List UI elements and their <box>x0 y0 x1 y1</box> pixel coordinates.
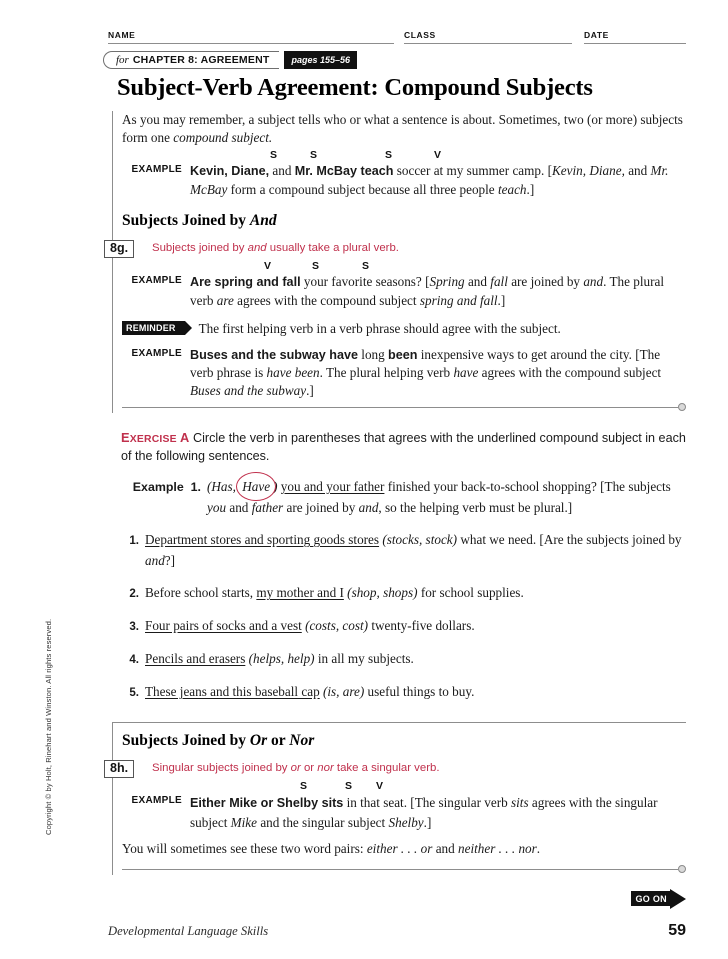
item-rest: twenty-five dollars. <box>368 618 475 633</box>
rule-8h-example-row <box>122 793 686 832</box>
exercise-a-directions <box>121 429 686 465</box>
marker-s-3: S <box>385 149 393 161</box>
rule-8h-markers <box>122 780 686 793</box>
rule-8h-it-shelby: Shelby <box>388 815 424 830</box>
block-end-rule-or <box>122 865 686 875</box>
intro-markers <box>122 149 686 162</box>
exercise-tag-letter: A <box>176 430 190 445</box>
item-number: 5. <box>129 686 139 699</box>
intro-example <box>122 149 686 198</box>
rule-8h-example-text <box>190 793 686 832</box>
item-underlined-subject: Four pairs of socks and a vest <box>145 618 302 633</box>
section-or-italic-2: Nor <box>289 732 315 749</box>
reminder-m2: inexpensive ways to get around the city. [The verb phrase is <box>190 346 661 380</box>
class-write-line[interactable] <box>404 43 572 44</box>
example-label-8h: EXAMPLE <box>131 795 182 806</box>
intro-subject-verb: Mr. McBay teach <box>294 164 394 178</box>
rule-8g-part2: usually take a plural verb. <box>266 242 399 254</box>
example-it1: you <box>207 500 227 515</box>
date-write-line[interactable] <box>584 43 686 44</box>
exercise-a-tag <box>121 430 190 445</box>
rule-8g-end: .] <box>497 292 506 308</box>
rule-8g-bold: Are spring and fall <box>190 275 301 289</box>
intro-example-rest: soccer at my summer camp. [ <box>393 163 552 178</box>
intro-paragraph <box>122 111 686 146</box>
reminder-tag: REMINDER <box>122 321 185 335</box>
reminder-example-row <box>122 346 686 400</box>
item-text <box>145 615 686 636</box>
intro-bracket-end: .] <box>526 181 535 197</box>
end-line <box>122 407 678 408</box>
end-dot-icon <box>678 865 686 873</box>
item-tail-italic: and <box>145 553 165 568</box>
closing-p2: and <box>432 841 459 856</box>
example-m2: are joined by <box>283 500 359 515</box>
section-and-heading-plain: Subjects Joined by <box>122 212 250 229</box>
chapter-tab <box>103 51 357 69</box>
example-paren-open: ( <box>207 479 212 494</box>
go-on-badge <box>631 889 686 908</box>
date-label: DATE <box>584 30 609 40</box>
class-label: CLASS <box>404 30 436 40</box>
intro-bracket-it-1: Kevin, Diane, <box>552 163 625 178</box>
rule-8g-example-row <box>122 273 686 309</box>
chapter-title: CHAPTER 8: AGREEMENT <box>132 54 270 66</box>
rule-8h-it1: or <box>290 762 301 774</box>
reminder-m1: long <box>357 346 389 362</box>
marker-v-2: V <box>264 260 272 272</box>
footer-book-title: Developmental Language Skills <box>108 924 269 938</box>
section-or-plain-1: Subjects Joined by <box>122 732 250 749</box>
intro-subject-1: Kevin, Diane, <box>190 164 270 178</box>
list-item <box>121 648 686 670</box>
intro-bracket-mid-1: and <box>624 163 651 178</box>
example-rest: finished your back-to-school shopping? [The subjects <box>384 479 671 494</box>
rule-8g-example-text <box>190 273 686 309</box>
rule-8h-m2: and the singular subject <box>257 815 389 830</box>
rule-8g-italic: and <box>247 242 267 254</box>
item-rest: in all my subjects. <box>314 651 414 666</box>
marker-s-4: S <box>312 260 320 272</box>
item-rest: what we need. [Are the subjects joined by <box>457 532 682 547</box>
section-and-heading-italic: And <box>249 212 277 229</box>
marker-v-1: V <box>434 149 442 161</box>
marker-s-2: S <box>310 149 318 161</box>
rule-8g-m2: are joined by <box>507 274 584 289</box>
reminder-it1: have been <box>266 365 320 380</box>
section-heading-and <box>122 212 686 230</box>
reminder-callout <box>122 320 686 338</box>
item-choices[interactable]: (costs, cost) <box>301 618 369 633</box>
exercise-tag-small: XERCISE <box>129 434 177 445</box>
item-text <box>145 648 686 669</box>
item-lead: Before school starts, <box>145 585 257 600</box>
intro-bracket-it-2: Mr. McBay <box>190 163 669 197</box>
closing-end: . <box>536 841 541 856</box>
rule-8h-it-sits: sits <box>511 795 529 810</box>
item-choices[interactable]: (is, are) <box>319 684 365 699</box>
copyright-notice: Copyright © by Holt, Rinehart and Winston. All rights reserved. <box>44 618 53 835</box>
rule-8g-m3: . The plural verb <box>190 274 665 308</box>
intro-text: As you may remember, a subject tells who or what a sentence is about. Sometimes, two (or more) subjects form one <box>122 112 683 145</box>
example-underlined-subject: you and your father <box>280 479 385 494</box>
example-item-text <box>207 476 686 518</box>
rule-8g-it4: are <box>216 292 234 308</box>
rule-8g-example <box>122 260 686 309</box>
list-item <box>121 529 686 571</box>
item-choices[interactable]: (stocks, stock) <box>379 532 458 547</box>
example-label-8g: EXAMPLE <box>131 275 182 286</box>
rule-8g-rest: your favorite seasons? [ <box>300 274 430 289</box>
example-item-number: 1. <box>190 480 201 494</box>
block-end-rule-and <box>122 403 686 413</box>
intro-conj: and <box>269 163 295 178</box>
name-field[interactable] <box>108 30 394 50</box>
rule-8h-p3: take a singular verb. <box>333 762 440 774</box>
exercise-a <box>112 429 686 703</box>
item-number: 3. <box>129 620 139 633</box>
rule-8h-p2: or <box>300 762 318 774</box>
closing-it1: either . . . or <box>366 841 433 856</box>
rule-8h-bold: Either Mike or Shelby sits <box>190 796 344 810</box>
page-title: Subject-Verb Agreement: Compound Subjects <box>117 74 593 101</box>
reminder-it3: Buses and the subway <box>190 382 307 398</box>
reminder-m4: agrees with the compound subject <box>478 365 662 380</box>
rule-8h-example <box>122 780 686 832</box>
example-end: , so the helping verb must be plural.] <box>378 500 573 515</box>
page-number: 59 <box>668 922 686 939</box>
rule-8g-part1: Subjects joined by <box>152 242 248 254</box>
section-or-plain-2: or <box>267 732 290 749</box>
exercise-tag-big: E <box>121 430 130 445</box>
intro-bracket-it-3: teach <box>497 181 527 197</box>
exercise-a-items <box>121 476 686 703</box>
rule-8h-text <box>152 761 440 776</box>
rule-8h-it-mike: Mike <box>230 815 258 830</box>
marker-s-7: S <box>345 780 353 792</box>
list-item <box>121 582 686 604</box>
item-text <box>145 681 686 702</box>
example-paren-close: ) <box>273 479 278 494</box>
rule-8h-p1: Singular subjects joined by <box>152 762 291 774</box>
example-label: EXAMPLE <box>131 164 182 175</box>
rule-8g-m1: and <box>464 274 491 289</box>
closing-it2: neither . . . nor <box>458 841 537 856</box>
item-tail-end: ?] <box>164 553 176 568</box>
chapter-pages-badge: pages 155–56 <box>284 51 357 69</box>
rule-8g-it2: fall <box>490 274 508 289</box>
item-choices[interactable]: (helps, help) <box>245 651 315 666</box>
lesson-block-or <box>112 722 686 875</box>
example-label-reminder: EXAMPLE <box>131 347 182 359</box>
example-it3: and <box>358 500 379 515</box>
reminder-text: The first helping verb in a verb phrase should agree with the subject. <box>198 321 561 336</box>
rule-8g <box>110 241 686 256</box>
marker-v-3: V <box>376 780 384 792</box>
name-write-line[interactable] <box>108 43 394 44</box>
reminder-it2: have <box>453 365 479 380</box>
reminder-m3: . The plural helping verb <box>319 365 454 380</box>
section-or-italic-1: Or <box>249 732 268 749</box>
name-label: NAME <box>108 30 136 40</box>
reminder-bold-1: Buses and the subway have <box>190 347 358 362</box>
reminder-end: .] <box>306 382 314 398</box>
chapter-pill <box>103 51 279 69</box>
go-on-label: GO ON <box>631 891 671 906</box>
item-rest: for school supplies. <box>417 585 524 600</box>
date-field[interactable] <box>584 30 686 50</box>
intro-term: compound subject. <box>173 129 273 145</box>
rule-8g-it3: and <box>583 274 604 289</box>
example-m1: and <box>226 500 252 515</box>
item-number: 2. <box>129 587 139 600</box>
example-choice-circled[interactable]: Have <box>239 476 273 497</box>
class-field[interactable] <box>404 30 572 50</box>
item-number: 4. <box>129 653 139 666</box>
item-rest: useful things to buy. <box>364 684 475 699</box>
rule-8g-markers <box>122 260 686 273</box>
marker-s-5: S <box>362 260 370 272</box>
rule-8h-end: .] <box>423 815 432 830</box>
reminder-bold-2: been <box>388 347 418 362</box>
student-info-header <box>108 30 686 52</box>
example-word: Example <box>132 480 184 494</box>
item-underlined-subject: my mother and I <box>256 585 344 600</box>
end-dot-icon <box>678 403 686 411</box>
example-it2: father <box>251 500 284 515</box>
item-underlined-subject: Department stores and sporting goods stores <box>145 532 380 547</box>
item-underlined-subject: These jeans and this baseball cap <box>145 684 320 699</box>
rule-8g-text <box>152 241 399 256</box>
reminder-example-text <box>190 346 686 400</box>
intro-example-text <box>190 162 686 198</box>
rule-8h-m1: agrees with the singular subject <box>190 795 658 830</box>
marker-s-1: S <box>270 149 278 161</box>
rule-8g-it1: Spring <box>429 274 465 289</box>
list-item <box>121 615 686 637</box>
intro-bracket-mid-2: form a compound subject because all three people <box>227 181 498 197</box>
worksheet-body <box>112 74 686 875</box>
exercise-directions-text: Circle the verb in parentheses that agrees with the underlined compound subject in each of the following sentences. <box>121 431 686 463</box>
section-or-closing <box>122 840 686 858</box>
example-choice-1[interactable]: Has, <box>211 479 236 494</box>
item-text <box>145 529 686 571</box>
rule-8h-rest: in that seat. [The singular verb <box>343 795 512 810</box>
rule-number-8g: 8g. <box>104 240 134 258</box>
lesson-block-and <box>112 111 686 413</box>
example-item-label <box>121 476 207 498</box>
exercise-example-item <box>121 476 686 518</box>
list-item <box>121 681 686 703</box>
arrow-right-icon <box>670 889 686 909</box>
intro-example-row <box>122 162 686 198</box>
rule-8g-m4: agrees with the compound subject <box>233 292 420 308</box>
item-choices[interactable]: (shop, shops) <box>343 585 418 600</box>
chapter-for-label: for <box>116 54 129 66</box>
item-underlined-subject: Pencils and erasers <box>145 651 246 666</box>
item-text <box>145 582 686 603</box>
page-footer <box>108 922 686 940</box>
closing-p1: You will sometimes see these two word pairs: <box>122 841 367 856</box>
end-line <box>122 869 678 870</box>
rule-8h-it2: nor <box>317 762 334 774</box>
rule-8g-it5: spring and fall <box>419 292 498 308</box>
marker-s-6: S <box>300 780 308 792</box>
item-number: 1. <box>129 534 139 547</box>
rule-8h <box>110 761 686 776</box>
rule-number-8h: 8h. <box>104 760 134 778</box>
section-heading-or <box>122 732 686 750</box>
